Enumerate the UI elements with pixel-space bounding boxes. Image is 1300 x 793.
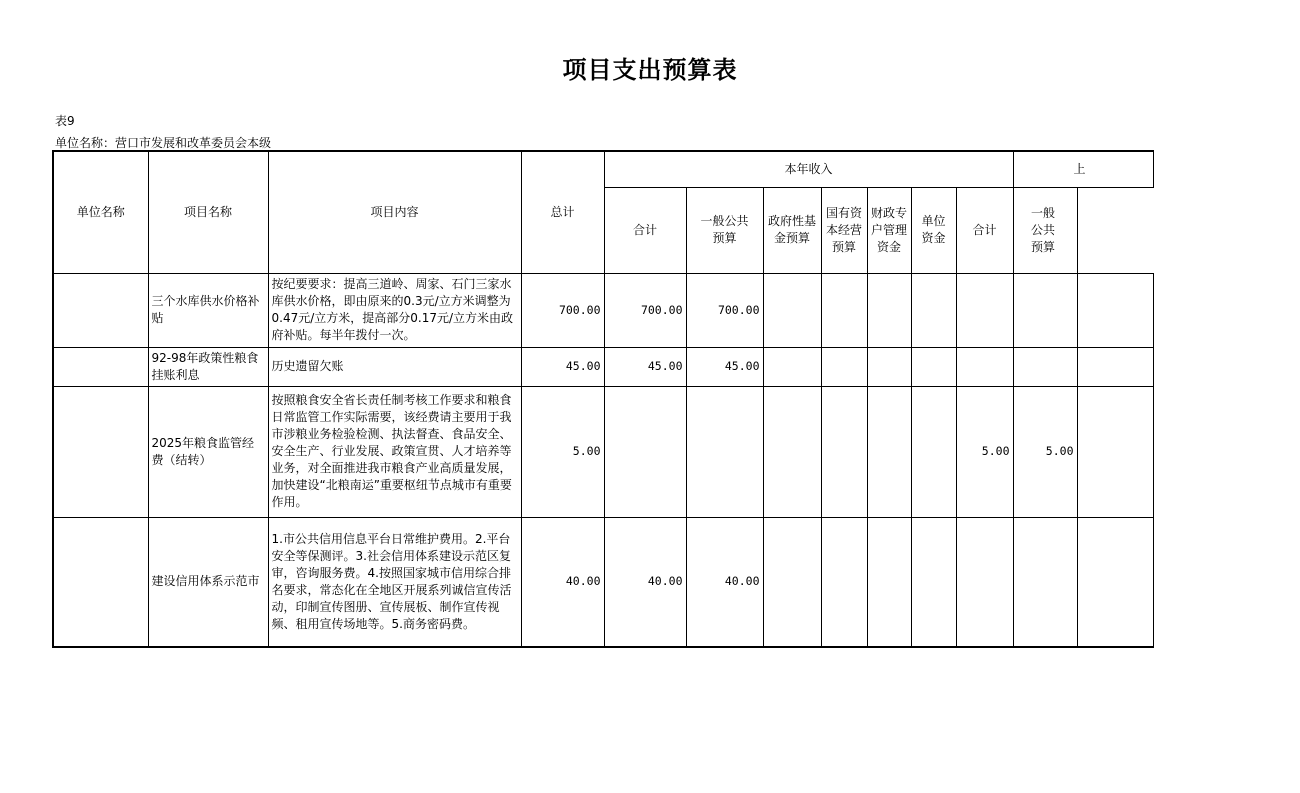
row-cur-fiscal-special [867,273,911,347]
row-cur-general [686,386,763,517]
row-prev-subtotal [956,347,1013,386]
row-total: 5.00 [521,386,604,517]
header-cur-gov-fund: 政府性基金预算 [763,187,821,273]
row-cur-subtotal: 700.00 [604,273,686,347]
row-prev-general: 5.00 [1013,386,1077,517]
table-number: 表9 [55,114,75,128]
row-prev-subtotal [956,517,1013,647]
row-cur-unit-fund [911,517,956,647]
table-row [53,386,1153,517]
header-cur-general-budget: 一般公共预算 [686,187,763,273]
header-cur-unit-fund: 单位资金 [911,187,956,273]
row-cur-general: 45.00 [686,347,763,386]
header-prev-year: 上 [1013,151,1153,187]
header-project-name: 项目名称 [148,151,268,273]
row-overflow-cell [1077,386,1153,517]
row-prev-general [1013,517,1077,647]
row-overflow-cell [1077,347,1153,386]
row-total: 700.00 [521,273,604,347]
header-prev-subtotal: 合计 [956,187,1013,273]
row-cur-unit-fund [911,347,956,386]
table-row [53,517,1153,647]
unit-name-line: 单位名称：营口市发展和改革委员会本级 [55,136,272,150]
row-cur-state-capital [821,273,867,347]
header-current-year-income: 本年收入 [604,151,1013,187]
row-cur-fiscal-special [867,386,911,517]
header-row-1 [53,151,1153,187]
row-prev-subtotal [956,273,1013,347]
row-cur-subtotal: 40.00 [604,517,686,647]
row-cur-subtotal: 45.00 [604,347,686,386]
row-cur-state-capital [821,386,867,517]
row-project-name: 建设信用体系示范市 [148,517,268,647]
header-prev-general-budget: 一般公共预算 [1013,187,1077,273]
row-cur-gov-fund [763,273,821,347]
row-cur-gov-fund [763,386,821,517]
budget-table-wrapper [52,150,1086,646]
row-cur-subtotal [604,386,686,517]
header-total: 总计 [521,151,604,273]
row-project-name: 92-98年政策性粮食挂账利息 [148,347,268,386]
row-cur-fiscal-special [867,347,911,386]
header-unit-name: 单位名称 [53,151,148,273]
row-unit [53,517,148,647]
row-project-content: 1.市公共信用信息平台日常维护费用。2.平台安全等保测评。3.社会信用体系建设示范区复审，咨询服务费。4.按照国家城市信用综合排名要求，常态化在全地区开展系列诚信宣传活动，印制宣传图册、宣传展板、制作宣传视频、租用宣传场地等。5.商务密码费。 [268,517,521,647]
row-unit [53,386,148,517]
row-cur-state-capital [821,517,867,647]
row-project-name: 三个水库供水价格补贴 [148,273,268,347]
row-unit [53,273,148,347]
row-project-name: 2025年粮食监管经费（结转） [148,386,268,517]
row-cur-fiscal-special [867,517,911,647]
budget-table [52,150,1154,648]
header-project-content: 项目内容 [268,151,521,273]
row-cur-unit-fund [911,273,956,347]
row-overflow-cell [1077,517,1153,647]
row-overflow-cell [1077,273,1153,347]
row-cur-state-capital [821,347,867,386]
row-unit [53,347,148,386]
row-prev-subtotal: 5.00 [956,386,1013,517]
row-prev-general [1013,273,1077,347]
page-title: 项目支出预算表 [562,56,738,84]
row-cur-gov-fund [763,517,821,647]
table-row [53,347,1153,386]
table-row [53,273,1153,347]
header-cur-fiscal-special: 财政专户管理资金 [867,187,911,273]
row-prev-general [1013,347,1077,386]
row-project-content: 按纪要要求：提高三道岭、周家、石门三家水库供水价格，即由原来的0.3元/立方米调整为0.47元/立方米，提高部分0.17元/立方米由政府补贴。每半年拨付一次。 [268,273,521,347]
row-total: 45.00 [521,347,604,386]
row-project-content: 历史遗留欠账 [268,347,521,386]
row-cur-gov-fund [763,347,821,386]
row-cur-general: 700.00 [686,273,763,347]
row-cur-general: 40.00 [686,517,763,647]
row-cur-unit-fund [911,386,956,517]
header-cur-state-capital: 国有资本经营预算 [821,187,867,273]
header-cur-subtotal: 合计 [604,187,686,273]
row-total: 40.00 [521,517,604,647]
row-project-content: 按照粮食安全省长责任制考核工作要求和粮食日常监管工作实际需要，该经费请主要用于我市涉粮业务检验检测、执法督查、食品安全、安全生产、行业发展、政策宣贯、人才培养等业务，对全面推进我市粮食产业高质量发展，加快建设“北粮南运”重要枢纽节点城市有重要作用。 [268,386,521,517]
